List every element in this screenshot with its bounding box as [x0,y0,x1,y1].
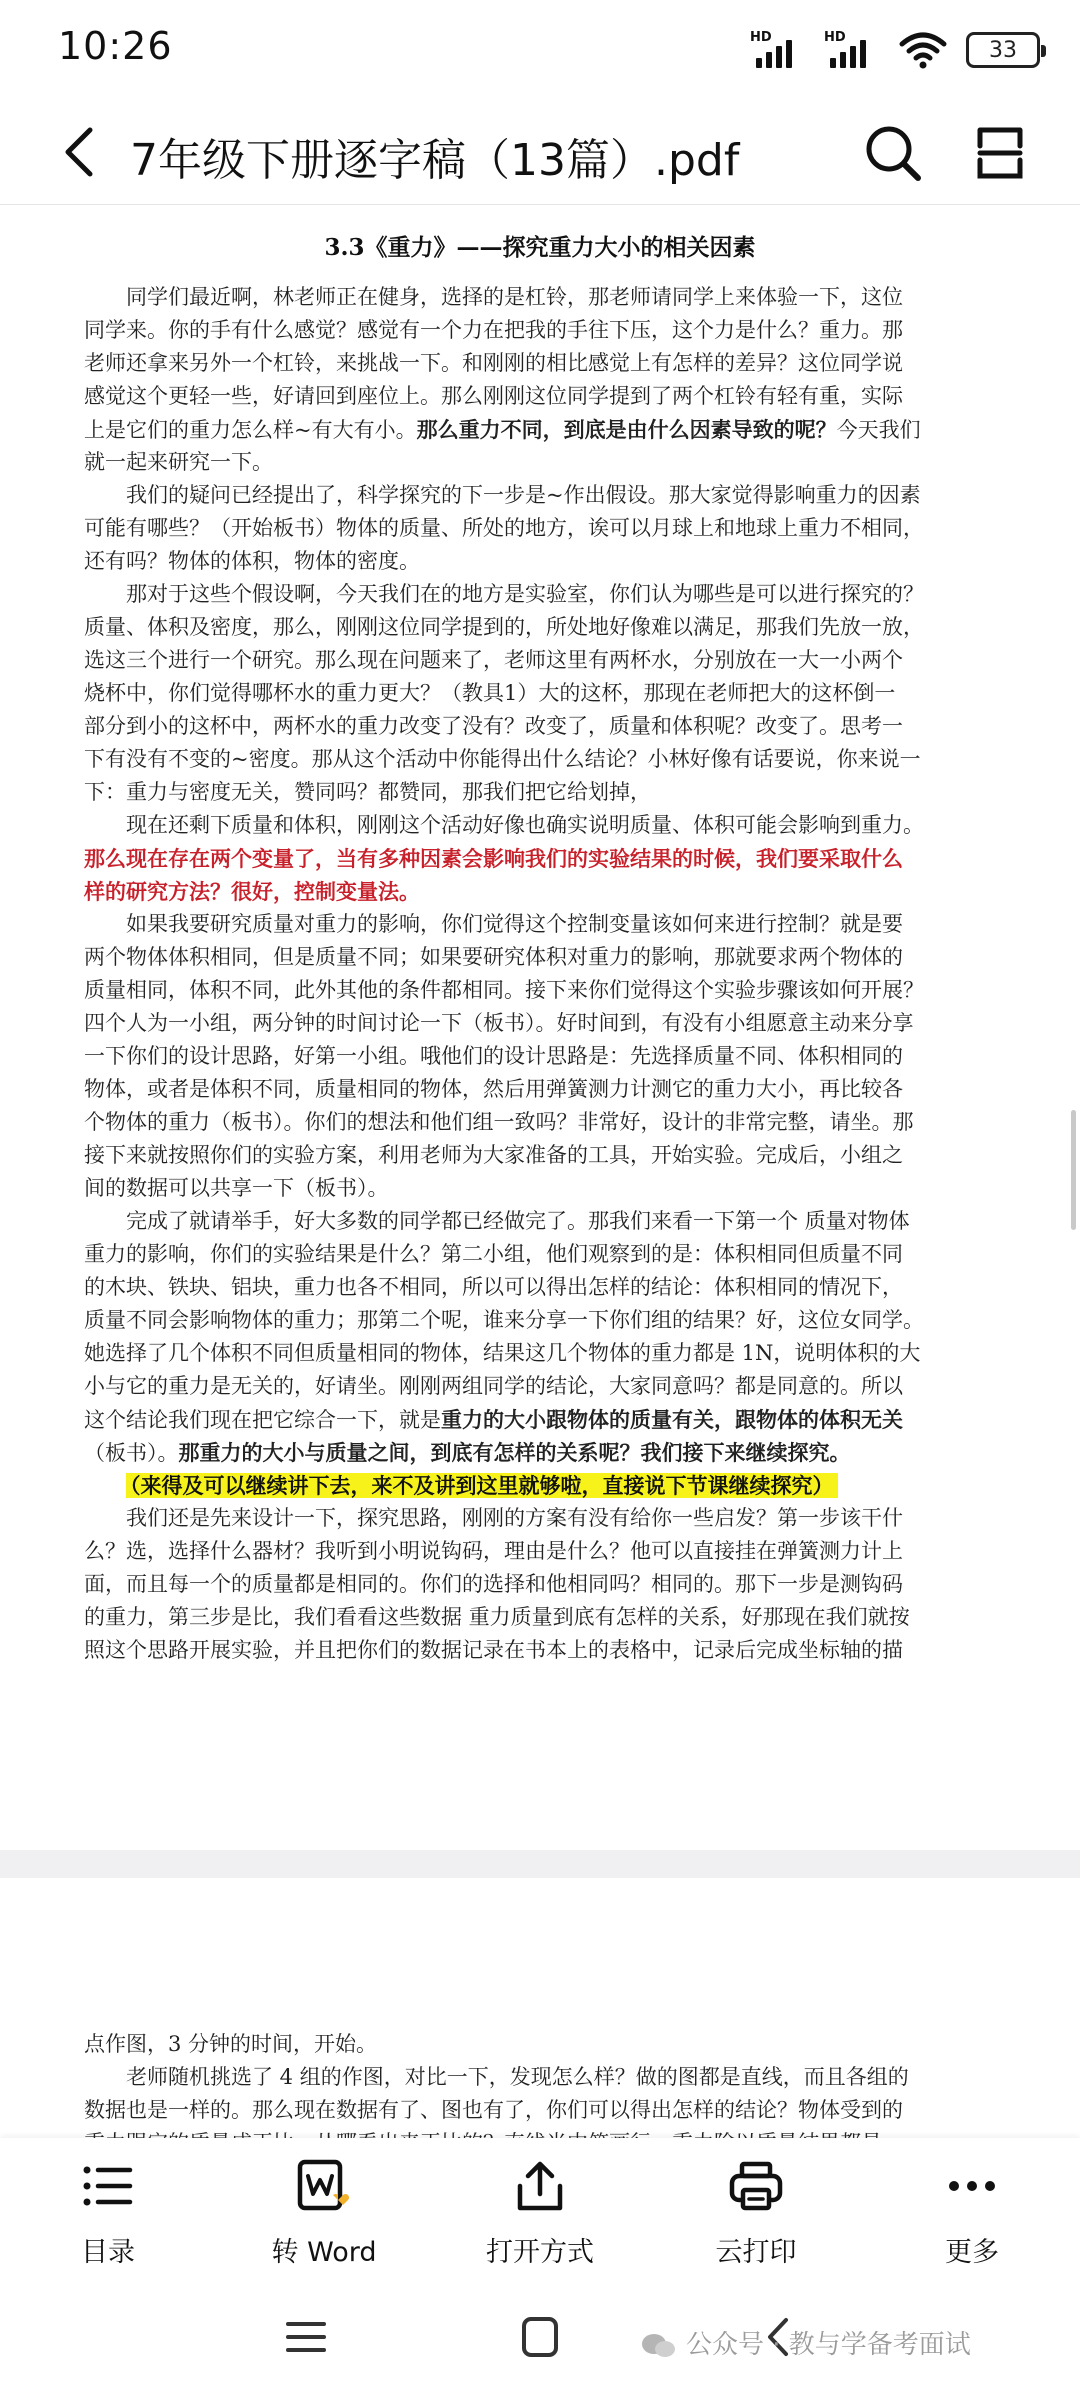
more-icon [942,2156,1002,2216]
text-segment: 上是它们的重力怎么样~有大有小。 [84,418,417,442]
text-line [84,2094,964,2127]
text-segment: 质量不同会影响物体的重力；那第二个呢，谁来分享一下你们组的结果？好，这位女同学。 [84,1308,924,1332]
status-icons [750,28,1040,72]
text-segment: 重力的影响，你们的实验结果是什么？第二小组，他们观察到的是：体积相同但质量不同 [84,1242,903,1266]
text-segment: 下：重力与密度无关，赞同吗？都赞同，那我们把它给划掉， [84,780,651,804]
text-line [84,1139,964,1172]
text-segment: 质量相同，体积不同，此外其他的条件都相同。接下来你们觉得这个实验步骤该如何开展？ [84,978,924,1002]
text-segment: 四个人为一小组，两分钟的时间讨论一下（板书）。好时间到，有没有小组愿意主动来分享 [84,1011,914,1035]
convert-word-icon [294,2156,354,2216]
text-segment: 老师还拿来另外一个杠铃，来挑战一下。和刚刚的相比感觉上有怎样的差异？这位同学说 [84,351,903,375]
chevron-left-icon[interactable] [52,122,108,182]
wifi-icon [898,30,948,70]
text-line [84,611,964,644]
red-emphasis-text: 样的研究方法？很好，控制变量法。 [84,879,420,904]
text-segment: 完成了就请举手，好大多数的同学都已经做完了。那我们来看一下第一个 质量对物体 [84,1209,910,1233]
text-segment: 今天我们 [836,418,921,442]
text-line [84,743,964,776]
text-line [84,545,964,578]
battery-icon: 33 [966,32,1040,68]
home-icon[interactable] [510,2312,570,2362]
text-segment: 烧杯中，你们觉得哪杯水的重力更大？（教具1）大的这杯，那现在老师把大的这杯倒一 [84,681,896,705]
red-emphasis-text: 那么现在存在两个变量了，当有多种因素会影响我们的实验结果的时候，我们要采取什么 [84,846,903,871]
text-line [84,1337,964,1370]
wechat-icon [640,2331,678,2361]
highlighted-text: （来得及可以继续讲下去，来不及讲到这里就够啦，直接说下节课继续探究） [126,1473,838,1498]
text-line [84,1370,964,1403]
text-segment: 那重力的大小与质量之间，到底有怎样的关系呢？我们接下来继续探究。 [178,1440,851,1465]
text-segment: 老师随机挑选了 4 组的作图，对比一下，发现怎么样？做的图都是直线，而且各组的 [84,2065,909,2089]
text-segment: 部分到小的这杯中，两杯水的重力改变了没有？改变了，质量和体积呢？改变了。思考一 [84,714,903,738]
text-line [84,578,964,611]
convert-word-button[interactable] [216,2138,432,2278]
text-segment: 照这个思路开展实验，并且把你们的数据记录在书本上的表格中，记录后完成坐标轴的描 [84,1638,903,1662]
text-line [84,1271,964,1304]
text-segment: 感觉这个更轻一些，好请回到座位上。那么刚刚这位同学提到了两个杠铃有轻有重，实际 [84,384,903,408]
text-line [84,1502,964,1535]
text-segment: 面，而且每一个的质量都是相同的。你们的选择和他相同吗？相同的。那下一步是测钩码 [84,1572,903,1596]
share-icon [510,2156,570,2216]
text-line [84,314,964,347]
list-icon [78,2156,138,2216]
text-line [84,1040,964,1073]
document-title: 7年级下册逐字稿（13篇）.pdf [130,135,740,186]
more-label: 更多 [945,2237,999,2268]
page-separator [0,1850,1080,1878]
status-bar [0,0,1080,100]
text-line [84,809,964,842]
status-time: 10:26 [58,24,173,68]
text-line [84,1073,964,1106]
signal-hd-icon: HD [750,30,806,70]
text-segment: 选这三个进行一个研究。那么现在问题来了，老师这里有两杯水，分别放在一大一小两个 [84,648,903,672]
text-line [84,644,964,677]
text-line [84,974,964,1007]
text-line [84,776,964,809]
text-line [84,1007,964,1040]
text-segment: 现在还剩下质量和体积，刚刚这个活动好像也确实说明质量、体积可能会影响到重力。 [84,813,924,837]
text-line [84,1601,964,1634]
text-segment: 重力的大小跟物体的质量有关，跟物体的体积无关 [441,1407,903,1432]
text-line [84,446,964,479]
text-segment: 这个结论我们现在把它综合一下，就是 [84,1408,441,1432]
text-segment: 我们还是先来设计一下，探究思路，刚刚的方案有没有给你一些启发？第一步该干什 [84,1506,903,1530]
watermark-text: 公众号 · 教与学备考面试 [686,2330,971,2360]
text-segment: 质量、体积及密度，那么，刚刚这位同学提到的，所处地好像难以满足，那我们先放一放， [84,615,924,639]
text-segment: 她选择了几个体积不同但质量相同的物体，结果这几个物体的重力都是 1N，说明体积的大 [84,1341,921,1365]
text-line [84,281,964,314]
text-line [84,479,964,512]
text-segment: 可能有哪些？（开始板书）物体的质量、所处的地方，诶可以月球上和地球上重力不相同， [84,516,924,540]
text-segment: 么？选，选择什么器材？我听到小明说钩码，理由是什么？他可以直接挂在弹簧测力计上 [84,1539,903,1563]
text-line [84,941,964,974]
pdf-text-body [84,281,964,1667]
text-segment: 还有吗？物体的体积，物体的密度。 [84,549,420,573]
system-nav-bar [0,2278,1080,2401]
signal-hd-icon-2: HD [824,30,880,70]
text-line [84,875,964,908]
text-segment: 如果我要研究质量对重力的影响，你们觉得这个控制变量该如何来进行控制？就是要 [84,912,903,936]
text-line [84,1304,964,1337]
text-segment: 物体，或者是体积不同，质量相同的物体，然后用弹簧测力计测它的重力大小，再比较各 [84,1077,903,1101]
text-line [84,413,964,446]
text-segment: 间的数据可以共享一下（板书）。 [84,1176,389,1200]
text-line [84,380,964,413]
pdf-page-2[interactable] [0,1878,1080,2138]
printer-icon [726,2156,786,2216]
text-line [84,2028,964,2061]
convert-word-label: 转 Word [271,2237,377,2268]
menu-icon[interactable] [276,2312,336,2362]
text-line [84,1205,964,1238]
open-with-label: 打开方式 [486,2237,594,2268]
text-line [84,1436,964,1469]
text-line [84,347,964,380]
scrollbar-thumb[interactable] [1071,1110,1076,1230]
text-segment: 那对于这些个假设啊，今天我们在的地方是实验室，你们认为哪些是可以进行探究的？ [84,582,924,606]
search-icon[interactable] [862,122,924,184]
text-line [84,677,964,710]
cloud-print-button[interactable] [648,2138,864,2278]
text-segment: 就一起来研究一下。 [84,450,273,474]
text-line [84,842,964,875]
text-line [84,1106,964,1139]
text-segment: 那么重力不同，到底是由什么因素导致的呢？ [416,417,837,442]
text-line [84,1172,964,1205]
text-segment: 点作图，3 分钟的时间，开始。 [84,2032,378,2056]
text-segment: 数据也是一样的。那么现在数据有了、图也有了，你们可以得出怎样的结论？物体受到的 [84,2098,903,2122]
columns-icon[interactable] [972,122,1028,184]
text-segment: 同学来。你的手有什么感觉？感觉有一个力在把我的手往下压，这个力是什么？重力。那 [84,318,903,342]
cloud-print-label: 云打印 [715,2237,797,2268]
text-segment: （板书）。 [84,1441,179,1465]
text-line [84,512,964,545]
text-segment: 同学们最近啊，林老师正在健身，选择的是杠铃，那老师请同学上来体验一下，这位 [84,285,903,309]
text-line [84,1568,964,1601]
text-segment: 下有没有不变的~密度。那从这个活动中你能得出什么结论？小林好像有话要说，你来说一 [84,747,921,771]
text-segment: 两个物体体积相同，但是质量不同；如果要研究体积对重力的影响，那就要求两个物体的 [84,945,903,969]
toc-button[interactable] [0,2138,216,2278]
text-line [84,1634,964,1667]
text-segment: 的重力，第三步是比，我们看看这些数据 重力质量到底有怎样的关系，好那现在我们就按 [84,1605,910,1629]
open-with-button[interactable] [432,2138,648,2278]
toc-label: 目录 [81,2237,135,2268]
text-segment: 接下来就按照你们的实验方案，利用老师为大家准备的工具，开始实验。完成后，小组之 [84,1143,903,1167]
text-segment: 我们的疑问已经提出了，科学探究的下一步是~作出假设。那大家觉得影响重力的因素 [84,483,921,507]
text-line [84,908,964,941]
text-segment: 个物体的重力（板书）。你们的想法和他们组一致吗？非常好，设计的非常完整，请坐。那 [84,1110,914,1134]
text-line [84,2061,964,2094]
text-segment [84,1474,126,1498]
text-line [84,1403,964,1436]
text-segment: 的木块、铁块、铝块，重力也各不相同，所以可以得出怎样的结论：体积相同的情况下， [84,1275,903,1299]
watermark [640,2324,971,2361]
text-line [84,710,964,743]
title-bar [0,100,1080,205]
text-segment: 一下你们的设计思路，好第一小组。哦他们的设计思路是：先选择质量不同、体积相同的 [84,1044,903,1068]
text-line [84,1469,964,1502]
text-line [84,1238,964,1271]
more-button[interactable] [864,2138,1080,2278]
pdf-heading: 3.3《重力》——探究重力大小的相关因素 [324,234,756,261]
text-line [84,1535,964,1568]
bottom-toolbar [0,2138,1080,2278]
pdf-page[interactable] [0,205,1080,1850]
text-segment: 小与它的重力是无关的，好请坐。刚刚两组同学的结论，大家同意吗？都是同意的。所以 [84,1374,903,1398]
